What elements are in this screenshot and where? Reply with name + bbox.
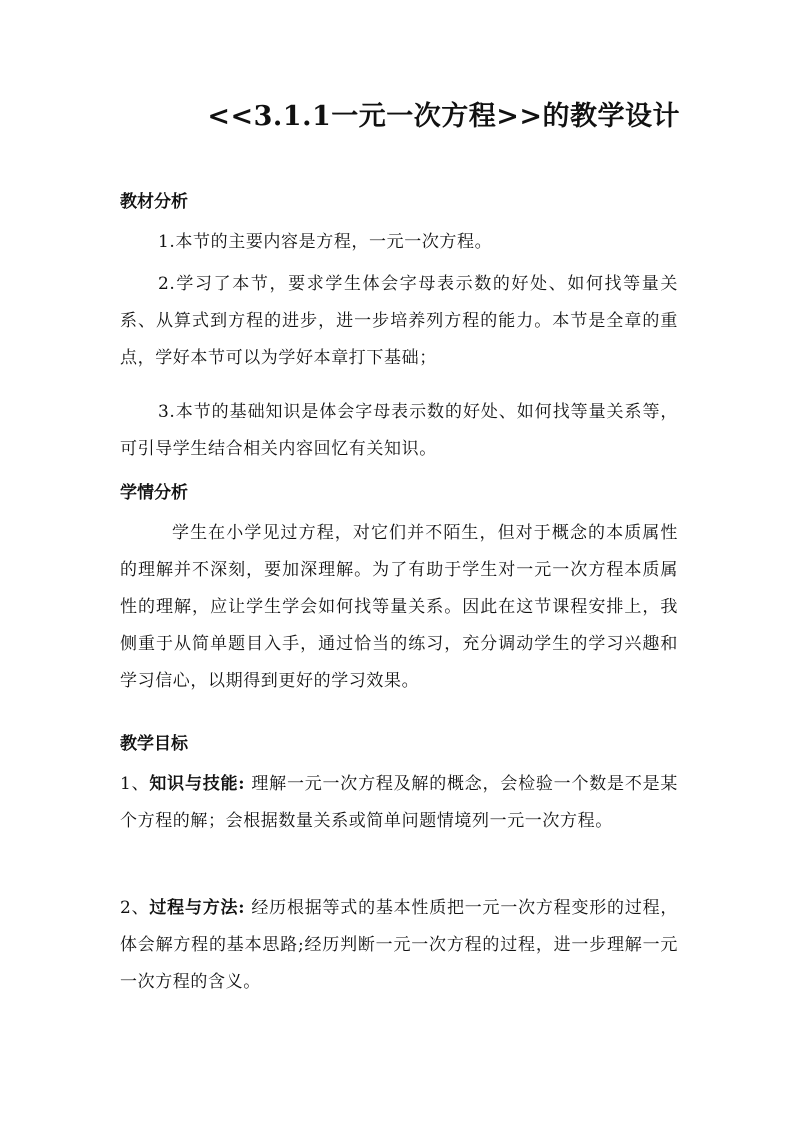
goal-number: 1、 [120,774,150,794]
section-heading-teaching-goals: 教学目标 [120,734,188,754]
section-heading-student-analysis: 学情分析 [120,483,188,503]
goal-text: 经历根据等式的基本性质把一元一次方程变形的过程，体会解方程的基本思路;经历判断一元一次方程的过程，进一步理解一元一次方程的含义。 [120,898,678,992]
goal-text: 理解一元一次方程及解的概念，会检验一个数是不是某个方程的解；会根据数量关系或简单问题情境列一元一次方程。 [120,774,678,831]
document-title: <<3.1.1一元一次方程>>的教学设计 [207,101,680,132]
goal-label: 知识与技能: [149,774,246,794]
material-paragraph-1: 1.本节的主要内容是方程，一元一次方程。 [158,232,493,252]
section-heading-material-analysis: 教材分析 [120,192,188,212]
material-paragraph-2: 2.学习了本节，要求学生体会字母表示数的好处、如何找等量关系、从算式到方程的进步，进一步培养列方程的能力。本节是全章的重点，学好本节可以为学好本章打下基础； [120,274,678,368]
goal-process-methods [120,890,678,1001]
goal-knowledge-skills [120,766,678,840]
student-analysis-paragraph: 学生在小学见过方程，对它们并不陌生，但对于概念的本质属性的理解并不深刻，要加深理解。为了有助于学生对一元一次方程本质属性的理解，应让学生学会如何找等量关系。因此在这节课程安排上，我侧重于从简单题目入手，通过恰当的练习，充分调动学生的学习兴趣和学习信心，以期得到更好的学习效果。 [120,523,678,691]
goal-label: 过程与方法: [149,898,246,918]
goal-number: 2、 [120,898,150,918]
material-paragraph-3: 3.本节的基础知识是体会字母表示数的好处、如何找等量关系等，可引导学生结合相关内容回忆有关知识。 [120,402,678,459]
